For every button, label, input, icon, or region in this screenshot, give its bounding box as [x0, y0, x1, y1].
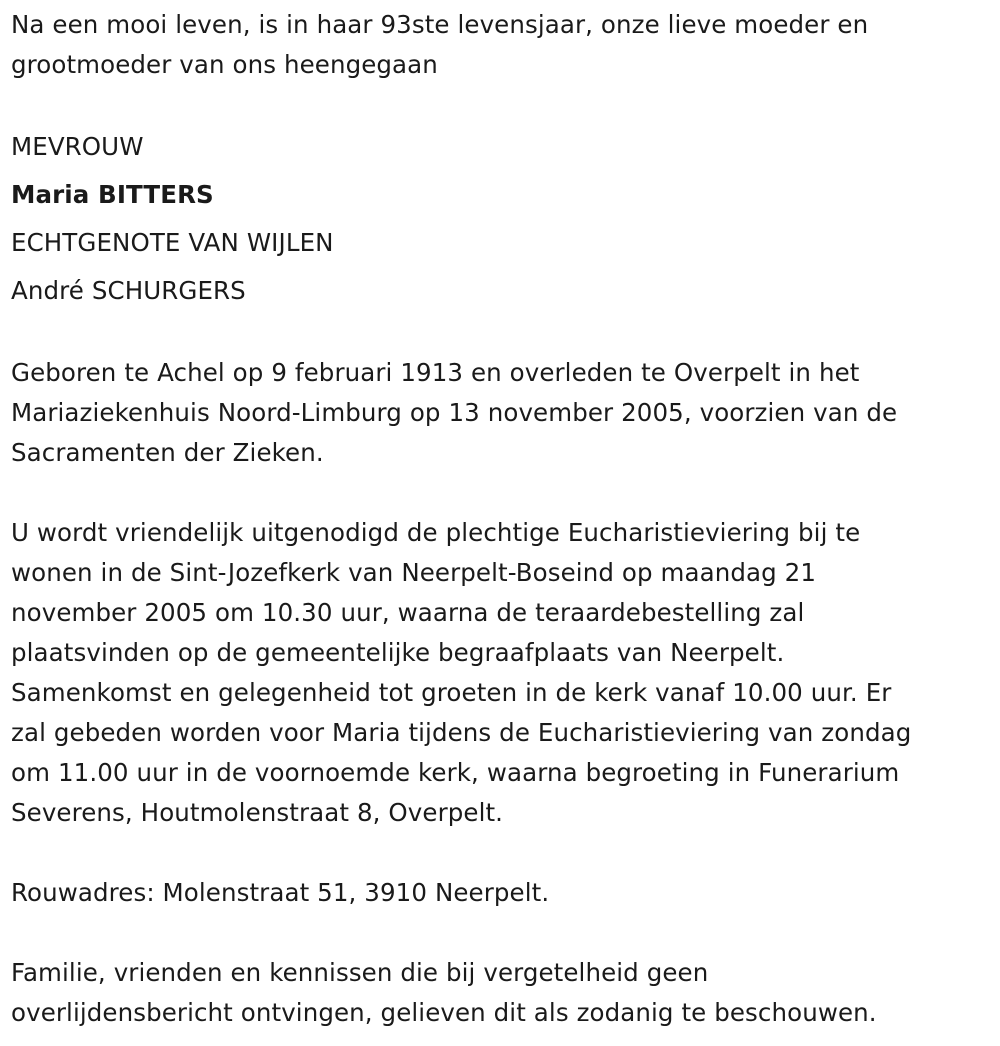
paragraph-line: U wordt vriendelijk uitgenodigd de plechtige Eucharistieviering bij te	[11, 518, 861, 547]
ceremony-paragraph	[11, 513, 991, 833]
deceased-name: Maria BITTERS	[11, 180, 214, 209]
paragraph-line: om 11.00 uur in de voornoemde kerk, waarna begroeting in Funerarium	[11, 758, 900, 787]
paragraph-line: plaatsvinden op de gemeentelijke begraafplaats van Neerpelt.	[11, 638, 785, 667]
intro-line: Na een mooi leven, is in haar 93ste levensjaar, onze lieve moeder en	[11, 10, 869, 39]
paragraph-line: Geboren te Achel op 9 februari 1913 en overleden te Overpelt in het	[11, 358, 860, 387]
paragraph-line: zal gebeden worden voor Maria tijdens de Eucharistieviering van zondag	[11, 718, 912, 747]
birth-death-paragraph	[11, 353, 991, 473]
paragraph-line: november 2005 om 10.30 uur, waarna de teraardebestelling zal	[11, 598, 805, 627]
spouse-name: André SCHURGERS	[11, 276, 246, 305]
paragraph-line: wonen in de Sint-Jozefkerk van Neerpelt-Boseind op maandag 21	[11, 558, 817, 587]
paragraph-line: Familie, vrienden en kennissen die bij vergetelheid geen	[11, 958, 709, 987]
paragraph-line: Samenkomst en gelegenheid tot groeten in de kerk vanaf 10.00 uur. Er	[11, 678, 892, 707]
paragraph-line: overlijdensbericht ontvingen, gelieven dit als zodanig te beschouwen.	[11, 998, 877, 1027]
paragraph-line: Mariaziekenhuis Noord-Limburg op 13 november 2005, voorzien van de	[11, 398, 898, 427]
closing-paragraph	[11, 953, 991, 1033]
name-block	[11, 123, 991, 315]
obituary-notice	[11, 5, 991, 1033]
paragraph-line: Sacramenten der Zieken.	[11, 438, 324, 467]
relation-label: ECHTGENOTE VAN WIJLEN	[11, 228, 334, 257]
paragraph-line: Severens, Houtmolenstraat 8, Overpelt.	[11, 798, 504, 827]
intro-line: grootmoeder van ons heengegaan	[11, 50, 438, 79]
address-paragraph	[11, 873, 991, 913]
honorific-title: MEVROUW	[11, 132, 144, 161]
mourning-address: Rouwadres: Molenstraat 51, 3910 Neerpelt.	[11, 878, 550, 907]
intro-paragraph	[11, 5, 991, 85]
